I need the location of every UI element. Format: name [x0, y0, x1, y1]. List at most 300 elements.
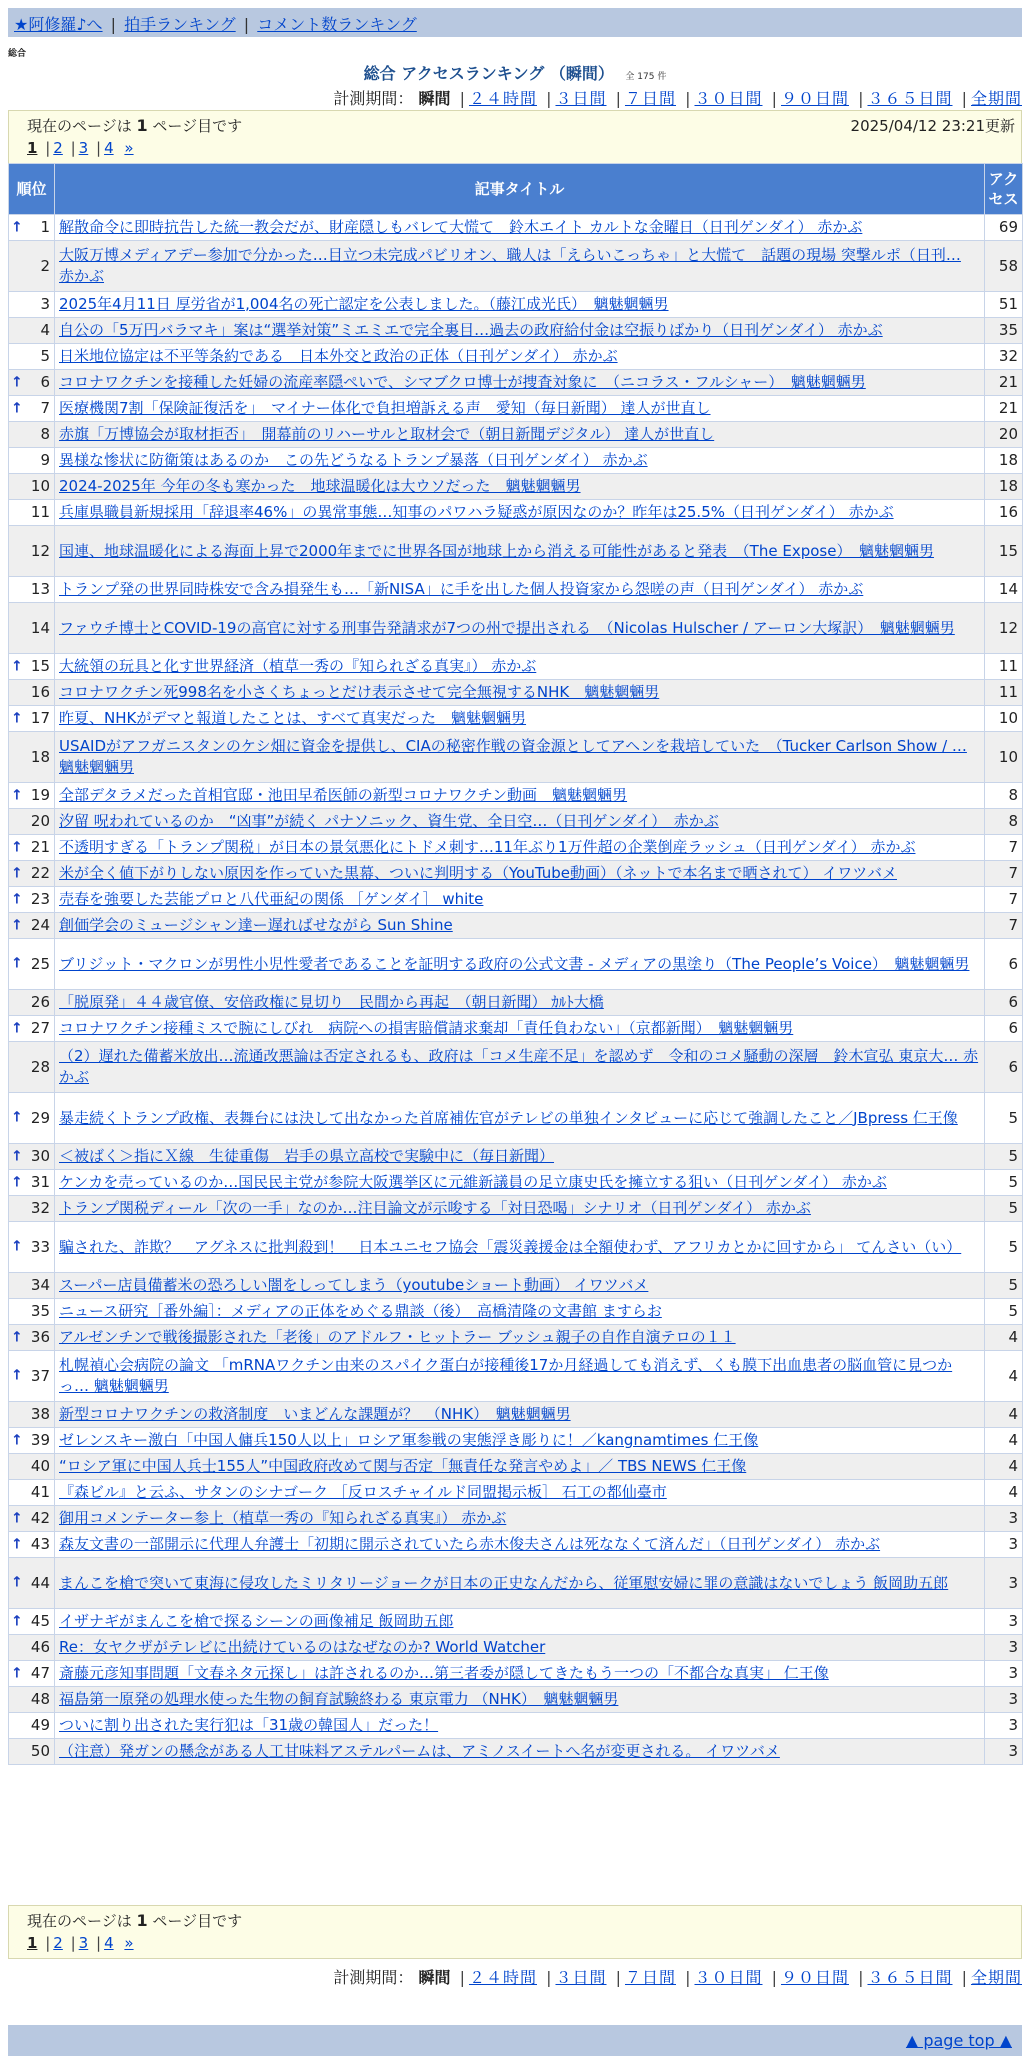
access-count: 6 — [985, 1042, 1023, 1093]
page-link-3[interactable]: 3 — [78, 139, 89, 157]
article-title-link[interactable]: 大統領の玩具と化す世界経済（植草一秀の『知られざる真実』） 赤かぶ — [59, 657, 537, 675]
table-row — [9, 1506, 1023, 1532]
title-cell — [55, 1739, 985, 1765]
rank-number: 26 — [30, 993, 50, 1011]
article-title-link[interactable]: “ロシア軍に中国人兵士155人”中国政府改めて関与否定「無責任な発言やめよ」／ TBS NEWS 仁王像 — [59, 1457, 747, 1475]
article-title-link[interactable]: Re：女ヤクザがテレビに出続けているのはなぜなのか? World Watcher — [59, 1638, 546, 1656]
rank-up-arrow-icon: ↑ — [11, 1238, 23, 1255]
article-title-link[interactable]: 創価学会のミュージシャン達ー遅ればせながら Sun Shine — [59, 916, 453, 934]
page-link-2[interactable]: 2 — [53, 1934, 63, 1952]
rank-up-arrow-icon: ↑ — [11, 1665, 23, 1681]
title-cell — [55, 370, 985, 396]
title-cell — [55, 1609, 985, 1635]
rank-header: 順位 — [9, 164, 55, 215]
rank-cell — [9, 603, 55, 654]
page-info-bottom — [8, 1905, 1022, 1959]
article-title-link[interactable]: 新型コロナワクチンの救済制度 いまどんな課題が？ （NHK） 魑魅魍魎男 — [59, 1405, 571, 1423]
clap-ranking-link[interactable]: 拍手ランキング — [124, 15, 236, 34]
access-header: アクセス — [985, 164, 1023, 215]
page-title: 総合 アクセスランキング （瞬間） — [363, 64, 614, 83]
rank-cell — [9, 1506, 55, 1532]
table-row — [9, 241, 1023, 292]
rank-up-arrow-icon: ↑ — [11, 1432, 23, 1448]
article-title-link[interactable]: ゼレンスキー激白「中国人傭兵150人以上」ロシア軍参戦の実態浮き彫りに！／kangnamtimes 仁王像 — [59, 1431, 759, 1449]
title-cell — [55, 1687, 985, 1713]
rank-number: 25 — [30, 954, 50, 973]
article-title-link[interactable]: ＜被ばく＞指にＸ線 生徒重傷 岩手の県立高校で実験中に（毎日新聞） — [59, 1147, 555, 1165]
access-count: 5 — [985, 1299, 1023, 1325]
period-option-7d[interactable]: ７日間 — [624, 1968, 676, 1987]
table-row — [9, 680, 1023, 706]
table-row — [9, 939, 1023, 990]
rank-cell — [9, 861, 55, 887]
period-option-7d[interactable]: ７日間 — [624, 89, 676, 108]
article-title-link[interactable]: 医療機関7割「保険証復活を」 マイナー体化で負担増訴える声 愛知（毎日新聞） 達人が世直し — [59, 399, 711, 417]
title-cell — [55, 783, 985, 809]
rank-cell — [9, 1635, 55, 1661]
access-count: 4 — [985, 1428, 1023, 1454]
article-title-link[interactable]: 自公の「5万円バラマキ」案は“選挙対策”ミエミエで完全裏目…過去の政府給付金は空振りばかり（日刊ゲンダイ） 赤かぶ — [59, 321, 883, 339]
rank-up-arrow-icon: ↑ — [11, 658, 23, 674]
table-row — [9, 861, 1023, 887]
table-row — [9, 706, 1023, 732]
page-link-3[interactable]: 3 — [78, 1934, 89, 1952]
title-cell — [55, 1402, 985, 1428]
access-count: 5 — [985, 1222, 1023, 1273]
title-header: 記事タイトル — [55, 164, 985, 215]
title-cell — [55, 344, 985, 370]
page-link-2[interactable]: 2 — [53, 139, 63, 157]
title-cell — [55, 835, 985, 861]
article-title-link[interactable]: USAIDがアフガニスタンのケシ畑に資金を提供し、CIAの秘密作戦の資金源としてアヘンを栽培していた （Tucker Carlson Show / … 魑魅魍魎男 — [59, 737, 967, 776]
access-count: 6 — [985, 1016, 1023, 1042]
rank-cell — [9, 783, 55, 809]
article-title-link[interactable]: 「脱原発」４４歳官僚、安倍政権に見切り 民間から再起 （朝日新聞） ｶﾙﾄ大橋 — [59, 993, 604, 1011]
title-cell — [55, 241, 985, 292]
pagination: 1 | 2 | 3 | 4 » — [27, 139, 134, 157]
article-title-link[interactable]: イザナギがまんこを槍で探るシーンの画像補足 飯岡助五郎 — [59, 1612, 454, 1630]
access-count: 3 — [985, 1635, 1023, 1661]
period-option-3d[interactable]: ３日間 — [555, 1968, 607, 1987]
access-count: 5 — [985, 1093, 1023, 1144]
table-row — [9, 370, 1023, 396]
page-next-link[interactable]: » — [124, 139, 134, 157]
period-label: 計測期間： — [333, 89, 414, 108]
table-row — [9, 344, 1023, 370]
table-row — [9, 1196, 1023, 1222]
rank-cell — [9, 1713, 55, 1739]
rank-up-arrow-icon: ↑ — [11, 374, 23, 390]
article-title-link[interactable]: コロナワクチン接種ミスで腕にしびれ 病院への損害賠償請求棄却「責任負わない」（京都新聞） 魑魅魍魎男 — [59, 1019, 794, 1037]
table-row — [9, 1609, 1023, 1635]
comment-ranking-link[interactable]: コメント数ランキング — [257, 15, 417, 34]
period-option-24h[interactable]: ２４時間 — [468, 1968, 537, 1987]
table-row — [9, 526, 1023, 577]
title-cell — [55, 1222, 985, 1273]
article-title-link[interactable]: 福島第一原発の処理水使った生物の飼育試験終わる 東京電力 （NHK） 魑魅魍魎男 — [59, 1690, 619, 1708]
access-count: 20 — [985, 422, 1023, 448]
rank-number: 43 — [30, 1535, 50, 1553]
title-cell — [55, 577, 985, 603]
period-option-365d[interactable]: ３６５日間 — [867, 1968, 953, 1987]
rank-cell — [9, 1042, 55, 1093]
article-title-link[interactable]: コロナワクチン死998名を小さくちょっとだけ表示させて完全無視するNHK 魑魅魍魎男 — [59, 683, 660, 701]
rank-number: 50 — [30, 1742, 50, 1760]
rank-cell — [9, 706, 55, 732]
article-title-link[interactable]: ニュース研究［番外編］：メディアの正体をめぐる鼎談（後） 高橋清隆の文書館 ますらお — [59, 1302, 662, 1320]
title-cell — [55, 1273, 985, 1299]
rank-number: 17 — [30, 709, 50, 727]
access-count: 6 — [985, 939, 1023, 990]
article-title-link[interactable]: アルゼンチンで戦後撮影された「老後」のアドルフ・ヒットラー ブッシュ親子の自作自演テロの１１ — [59, 1328, 736, 1346]
top-navigation — [8, 8, 1022, 37]
title-cell — [55, 809, 985, 835]
access-count: 7 — [985, 887, 1023, 913]
rank-up-arrow-icon: ↑ — [11, 1329, 23, 1345]
rank-cell — [9, 500, 55, 526]
article-title-link[interactable]: ファウチ博士とCOVID-19の高官に対する刑事告発請求が7つの州で提出される （Nicolas Hulscher / アーロン大塚訳） 魑魅魍魎男 — [59, 618, 955, 637]
title-cell — [55, 1093, 985, 1144]
rank-cell — [9, 1299, 55, 1325]
rank-up-arrow-icon: ↑ — [11, 1148, 23, 1164]
rank-up-arrow-icon: ↑ — [11, 1367, 23, 1384]
rank-cell — [9, 215, 55, 241]
rank-number: 13 — [30, 580, 50, 598]
period-option-all[interactable]: 全期間 — [970, 89, 1022, 108]
title-cell — [55, 861, 985, 887]
article-title-link[interactable]: 日米地位協定は不平等条約である 日本外交と政治の正体（日刊ゲンダイ） 赤かぶ — [59, 347, 618, 365]
period-option-all[interactable]: 全期間 — [970, 1968, 1022, 1987]
table-row — [9, 1170, 1023, 1196]
rank-number: 14 — [30, 618, 50, 637]
title-cell — [55, 526, 985, 577]
rank-cell — [9, 396, 55, 422]
period-option-30d[interactable]: ３０日間 — [694, 89, 763, 108]
article-title-link[interactable]: 汐留 呪われているのか “凶事”が続く パナソニック、資生党、全日空…（日刊ゲンダイ） 赤かぶ — [59, 812, 719, 830]
rank-cell — [9, 448, 55, 474]
article-title-link[interactable]: （注意）発ガンの懸念がある人工甘味料アステルパームは、アミノスイートへ名が変更される。 イワツバメ — [59, 1742, 780, 1760]
rank-number: 21 — [30, 838, 50, 856]
rank-number: 10 — [30, 477, 50, 495]
article-title-link[interactable]: トランプ関税ディール「次の一手」なのか…注目論文が示唆する「対日恐喝」シナリオ（日刊ゲンダイ） 赤かぶ — [59, 1199, 811, 1217]
access-count: 69 — [985, 215, 1023, 241]
page-top-link[interactable]: ▲ page top ▲ — [905, 2031, 1012, 2050]
rank-cell — [9, 1454, 55, 1480]
rank-cell — [9, 1351, 55, 1402]
rank-number: 6 — [40, 373, 50, 391]
article-title-link[interactable]: コロナワクチンを接種した妊婦の流産率隠ぺいで、シマブクロ博士が捜査対象に （ニコラス・フルシャー） 魑魅魍魎男 — [59, 373, 866, 391]
title-cell — [55, 396, 985, 422]
article-title-link[interactable]: 大阪万博メディアデー参加で分かった…目立つ未完成パビリオン、職人は「えらいこっちゃ」と大慌て 話題の現場 突撃ルポ（日刊… 赤かぶ — [59, 246, 961, 285]
period-option-30d[interactable]: ３０日間 — [694, 1968, 763, 1987]
rank-up-arrow-icon: ↑ — [11, 400, 23, 416]
table-row — [9, 1351, 1023, 1402]
rank-cell — [9, 1325, 55, 1351]
category-label: 総合 — [8, 49, 27, 59]
article-title-link[interactable]: ブリジット・マクロンが男性小児性愛者であることを証明する政府の公式文書 - メディアの黒塗り（The People’s Voice） 魑魅魍魎男 — [59, 954, 970, 973]
rank-cell — [9, 370, 55, 396]
article-title-link[interactable]: 不透明すぎる「トランプ関税」が日本の景気悪化にトドメ刺す…11年ぶり1万件超の企業倒産ラッシュ（日刊ゲンダイ） 赤かぶ — [59, 838, 916, 856]
rank-cell — [9, 654, 55, 680]
access-count: 3 — [985, 1506, 1023, 1532]
rank-up-arrow-icon: ↑ — [11, 1020, 23, 1036]
title-cell — [55, 939, 985, 990]
rank-cell — [9, 680, 55, 706]
title-cell — [55, 318, 985, 344]
rank-cell — [9, 1661, 55, 1687]
rank-cell — [9, 1739, 55, 1765]
article-title-link[interactable]: 米が全く値下がりしない原因を作っていた黒幕、ついに判明する（YouTube動画）（ネットで本名まで晒されて） イワツバメ — [59, 864, 897, 882]
table-row — [9, 1428, 1023, 1454]
table-row — [9, 990, 1023, 1016]
access-count: 3 — [985, 1558, 1023, 1609]
article-title-link[interactable]: ついに割り出された実行犯は「31歳の韓国人」だった！ — [59, 1716, 439, 1734]
table-row — [9, 1454, 1023, 1480]
rank-cell — [9, 1402, 55, 1428]
title-cell — [55, 1351, 985, 1402]
rank-number: 3 — [40, 295, 50, 313]
rank-up-arrow-icon: ↑ — [11, 1109, 23, 1126]
period-label: 計測期間： — [333, 1968, 414, 1987]
page-current: 1 — [27, 139, 38, 157]
access-count: 4 — [985, 1325, 1023, 1351]
rank-number: 34 — [30, 1276, 50, 1294]
article-title-link[interactable]: まんこを槍で突いて東海に侵攻したミリタリージョークが日本の正史なんだから、従軍慰安婦に罪の意識はないでしょう 飯岡助五郎 — [59, 1573, 949, 1592]
table-row — [9, 913, 1023, 939]
table-row — [9, 1222, 1023, 1273]
rank-cell — [9, 809, 55, 835]
rank-cell — [9, 1480, 55, 1506]
rank-up-arrow-icon: ↑ — [11, 955, 23, 972]
rank-number: 5 — [40, 347, 50, 365]
page-info-top — [8, 110, 1022, 164]
rank-number: 28 — [30, 1057, 50, 1076]
table-row — [9, 1532, 1023, 1558]
rank-up-arrow-icon: ↑ — [11, 710, 23, 726]
article-title-link[interactable]: 2024-2025年 今年の冬も寒かった 地球温暖化は大ウソだった 魑魅魍魎男 — [59, 477, 581, 495]
period-option-90d[interactable]: ９０日間 — [780, 89, 849, 108]
table-row — [9, 577, 1023, 603]
access-count: 21 — [985, 396, 1023, 422]
rank-number: 37 — [30, 1366, 50, 1385]
access-count: 3 — [985, 1609, 1023, 1635]
table-row — [9, 1144, 1023, 1170]
table-row — [9, 474, 1023, 500]
table-row — [9, 732, 1023, 783]
title-cell — [55, 990, 985, 1016]
table-row — [9, 1635, 1023, 1661]
rank-cell — [9, 913, 55, 939]
article-title-link[interactable]: 売春を強要した芸能プロと八代亜紀の関係 ［ゲンダイ］ white — [59, 890, 484, 908]
article-title-link[interactable]: 森友文書の一部開示に代理人弁護士「初期に開示されていたら赤木俊夫さんは死ななくて済んだ」（日刊ゲンダイ） 赤かぶ — [59, 1535, 881, 1553]
title-cell — [55, 1532, 985, 1558]
title-cell — [55, 1428, 985, 1454]
rank-number: 15 — [30, 657, 50, 675]
article-title-link[interactable]: トランプ発の世界同時株安で含み損発生も…「新NISA」に手を出した個人投資家から怨嗟の声（日刊ゲンダイ） 赤かぶ — [59, 580, 864, 598]
period-option-3d[interactable]: ３日間 — [555, 89, 607, 108]
table-row — [9, 887, 1023, 913]
title-cell — [55, 215, 985, 241]
rank-cell — [9, 577, 55, 603]
access-count: 32 — [985, 344, 1023, 370]
rank-cell — [9, 344, 55, 370]
rank-number: 33 — [30, 1237, 50, 1256]
current-page-text: 現在のページは 1 ページ目です — [27, 116, 243, 135]
rank-cell — [9, 241, 55, 292]
title-cell — [55, 732, 985, 783]
access-count: 7 — [985, 861, 1023, 887]
page-title-line — [0, 61, 1030, 84]
article-title-link[interactable]: スーパー店員備蓄米の恐ろしい闇をしってしまう（youtubeショート動画） イワツバメ — [59, 1276, 649, 1294]
page-next-link[interactable]: » — [124, 1934, 134, 1952]
access-count: 18 — [985, 474, 1023, 500]
article-title-link[interactable]: 兵庫県職員新規採用「辞退率46%」の異常事態…知事のパワハラ疑惑が原因なのか？昨年は25.5%（日刊ゲンダイ） 赤かぶ — [59, 503, 894, 521]
article-title-link[interactable]: 解散命令に即時抗告した統一教会だが、財産隠しもバレて大慌て 鈴木エイト カルトな金曜日（日刊ゲンダイ） 赤かぶ — [59, 218, 863, 236]
period-option-365d[interactable]: ３６５日間 — [867, 89, 953, 108]
table-row — [9, 396, 1023, 422]
rank-number: 40 — [30, 1457, 50, 1475]
table-row — [9, 448, 1023, 474]
access-count: 5 — [985, 1144, 1023, 1170]
rank-up-arrow-icon: ↑ — [11, 1574, 23, 1591]
title-cell — [55, 1506, 985, 1532]
rank-number: 32 — [30, 1199, 50, 1217]
rank-number: 31 — [30, 1173, 50, 1191]
rank-cell — [9, 835, 55, 861]
access-count: 6 — [985, 990, 1023, 1016]
rank-number: 30 — [30, 1147, 50, 1165]
table-row — [9, 1687, 1023, 1713]
nav-separator: | — [243, 15, 250, 34]
ranking-table — [8, 163, 1023, 1765]
article-title-link[interactable]: 『森ビル』と云ふ、サタンのシナゴーク ［反ロスチャイルド同盟掲示板］ 石工の都仙臺市 — [59, 1483, 667, 1501]
access-count: 11 — [985, 680, 1023, 706]
table-row — [9, 422, 1023, 448]
article-title-link[interactable]: 斎藤元彦知事問題「文春ネタ元探し」は許されるのか…第三者委が隠してきたもう一つの「不都合な真実」 仁王像 — [59, 1664, 829, 1682]
table-row — [9, 1299, 1023, 1325]
title-cell — [55, 422, 985, 448]
rank-cell — [9, 1196, 55, 1222]
table-row — [9, 500, 1023, 526]
access-count: 8 — [985, 783, 1023, 809]
access-count: 5 — [985, 1196, 1023, 1222]
rank-cell — [9, 1428, 55, 1454]
access-count: 21 — [985, 370, 1023, 396]
current-page-text: 現在のページは 1 ページ目です — [27, 1911, 243, 1930]
access-count: 4 — [985, 1480, 1023, 1506]
access-count: 58 — [985, 241, 1023, 292]
article-title-link[interactable]: 札幌禎心会病院の論文 「mRNAワクチン由来のスパイク蛋白が接種後17か月経過しても消えず、くも膜下出血患者の脳血管に見つかっ… 魑魅魍魎男 — [59, 1356, 953, 1395]
access-count: 14 — [985, 577, 1023, 603]
rank-cell — [9, 1273, 55, 1299]
table-row — [9, 215, 1023, 241]
title-cell — [55, 1454, 985, 1480]
table-row — [9, 835, 1023, 861]
rank-cell — [9, 887, 55, 913]
period-option-24h[interactable]: ２４時間 — [468, 89, 537, 108]
rank-cell — [9, 1170, 55, 1196]
access-count: 3 — [985, 1713, 1023, 1739]
rank-number: 29 — [30, 1108, 50, 1127]
title-cell — [55, 1635, 985, 1661]
rank-number: 45 — [30, 1612, 50, 1630]
access-count: 35 — [985, 318, 1023, 344]
rank-number: 27 — [30, 1019, 50, 1037]
rank-number: 8 — [40, 425, 50, 443]
table-row — [9, 1402, 1023, 1428]
article-title-link[interactable]: 国連、地球温暖化による海面上昇で2000年までに世界各国が地球上から消える可能性があると発表 （The Expose） 魑魅魍魎男 — [59, 541, 934, 560]
article-title-link[interactable]: 赤旗「万博協会が取材拒否」 開幕前のリハーサルと取材会で（朝日新聞デジタル） 達人が世直し — [59, 425, 715, 443]
rank-number: 47 — [30, 1664, 50, 1682]
article-title-link[interactable]: 御用コメンテーター参上（植草一秀の『知られざる真実』） 赤かぶ — [59, 1509, 507, 1527]
rank-cell — [9, 1144, 55, 1170]
article-title-link[interactable]: 全部デタラメだった首相官邸・池田早希医師の新型コロナワクチン動画 魑魅魍魎男 — [59, 786, 628, 804]
title-cell — [55, 1144, 985, 1170]
rank-cell — [9, 1016, 55, 1042]
access-count: 10 — [985, 732, 1023, 783]
rank-up-arrow-icon: ↑ — [11, 891, 23, 907]
table-row — [9, 1480, 1023, 1506]
table-row — [9, 1713, 1023, 1739]
rank-number: 4 — [40, 321, 50, 339]
title-cell — [55, 1170, 985, 1196]
period-option-90d[interactable]: ９０日間 — [780, 1968, 849, 1987]
title-cell — [55, 474, 985, 500]
title-cell — [55, 292, 985, 318]
rank-number: 42 — [30, 1509, 50, 1527]
rank-number: 16 — [30, 683, 50, 701]
rank-number: 39 — [30, 1431, 50, 1449]
updated-timestamp: 2025/04/12 23:21更新 — [850, 117, 1015, 135]
access-count: 3 — [985, 1532, 1023, 1558]
article-title-link[interactable]: 暴走続くトランプ政権、表舞台には決して出なかった首席補佐官がテレビの単独インタビューに応じて強調したこと／JBpress 仁王像 — [59, 1108, 958, 1127]
period-selector-bottom: 計測期間： 瞬間 | ２４時間 | ３日間 | ７日間 | ３０日間 | ９０日間 | ３６５日間 | 全期間 — [333, 1968, 1022, 1987]
article-title-link[interactable]: 騙された、詐欺？ アグネスに批判殺到！ 日本ユニセフ協会「震災義援金は全額使わず、アフリカとかに回すから」 てんさい（い） — [59, 1237, 962, 1256]
access-count: 4 — [985, 1454, 1023, 1480]
page-link-4[interactable]: 4 — [104, 139, 114, 157]
rank-cell — [9, 474, 55, 500]
table-row — [9, 1558, 1023, 1609]
title-cell — [55, 1016, 985, 1042]
rank-cell — [9, 1609, 55, 1635]
access-count: 11 — [985, 654, 1023, 680]
page-link-4[interactable]: 4 — [104, 1934, 114, 1952]
article-title-link[interactable]: 異様な惨状に防衛策はあるのか この先どうなるトランプ暴落（日刊ゲンダイ） 赤かぶ — [59, 451, 648, 469]
rank-number: 24 — [30, 916, 50, 934]
table-row — [9, 1273, 1023, 1299]
article-title-link[interactable]: ケンカを売っているのか…国民民主党が参院大阪選挙区に元維新議員の足立康史氏を擁立する狙い（日刊ゲンダイ） 赤かぶ — [59, 1173, 887, 1191]
table-row — [9, 292, 1023, 318]
article-title-link[interactable]: 2025年4月11日 厚労省が1,004名の死亡認定を公表しました。（藤江成光氏） 魑魅魍魎男 — [59, 295, 669, 313]
period-selector-top: 計測期間： 瞬間 | ２４時間 | ３日間 | ７日間 | ３０日間 | ９０日間 | ３６５日間 | 全期間 — [333, 89, 1022, 108]
title-cell — [55, 1299, 985, 1325]
pagination: 1 | 2 | 3 | 4 » — [27, 1934, 134, 1952]
title-cell — [55, 913, 985, 939]
article-title-link[interactable]: 昨夏、NHKがデマと報道したことは、すべて真実だった 魑魅魍魎男 — [59, 709, 527, 727]
title-cell — [55, 654, 985, 680]
home-link[interactable]: ★阿修羅♪へ — [14, 15, 103, 34]
rank-cell — [9, 318, 55, 344]
rank-number: 11 — [30, 503, 50, 521]
table-row — [9, 1739, 1023, 1765]
rank-number: 46 — [30, 1638, 50, 1656]
total-count: 全 175 件 — [625, 72, 667, 82]
rank-number: 23 — [30, 890, 50, 908]
rank-number: 1 — [40, 218, 50, 236]
nav-separator: | — [110, 15, 117, 34]
title-cell — [55, 448, 985, 474]
article-title-link[interactable]: （2）遅れた備蓄米放出…流通改悪論は否定されるも、政府は「コメ生産不足」を認めず 令和のコメ騒動の深層 鈴木宣弘 東京大… 赤かぶ — [59, 1047, 979, 1086]
